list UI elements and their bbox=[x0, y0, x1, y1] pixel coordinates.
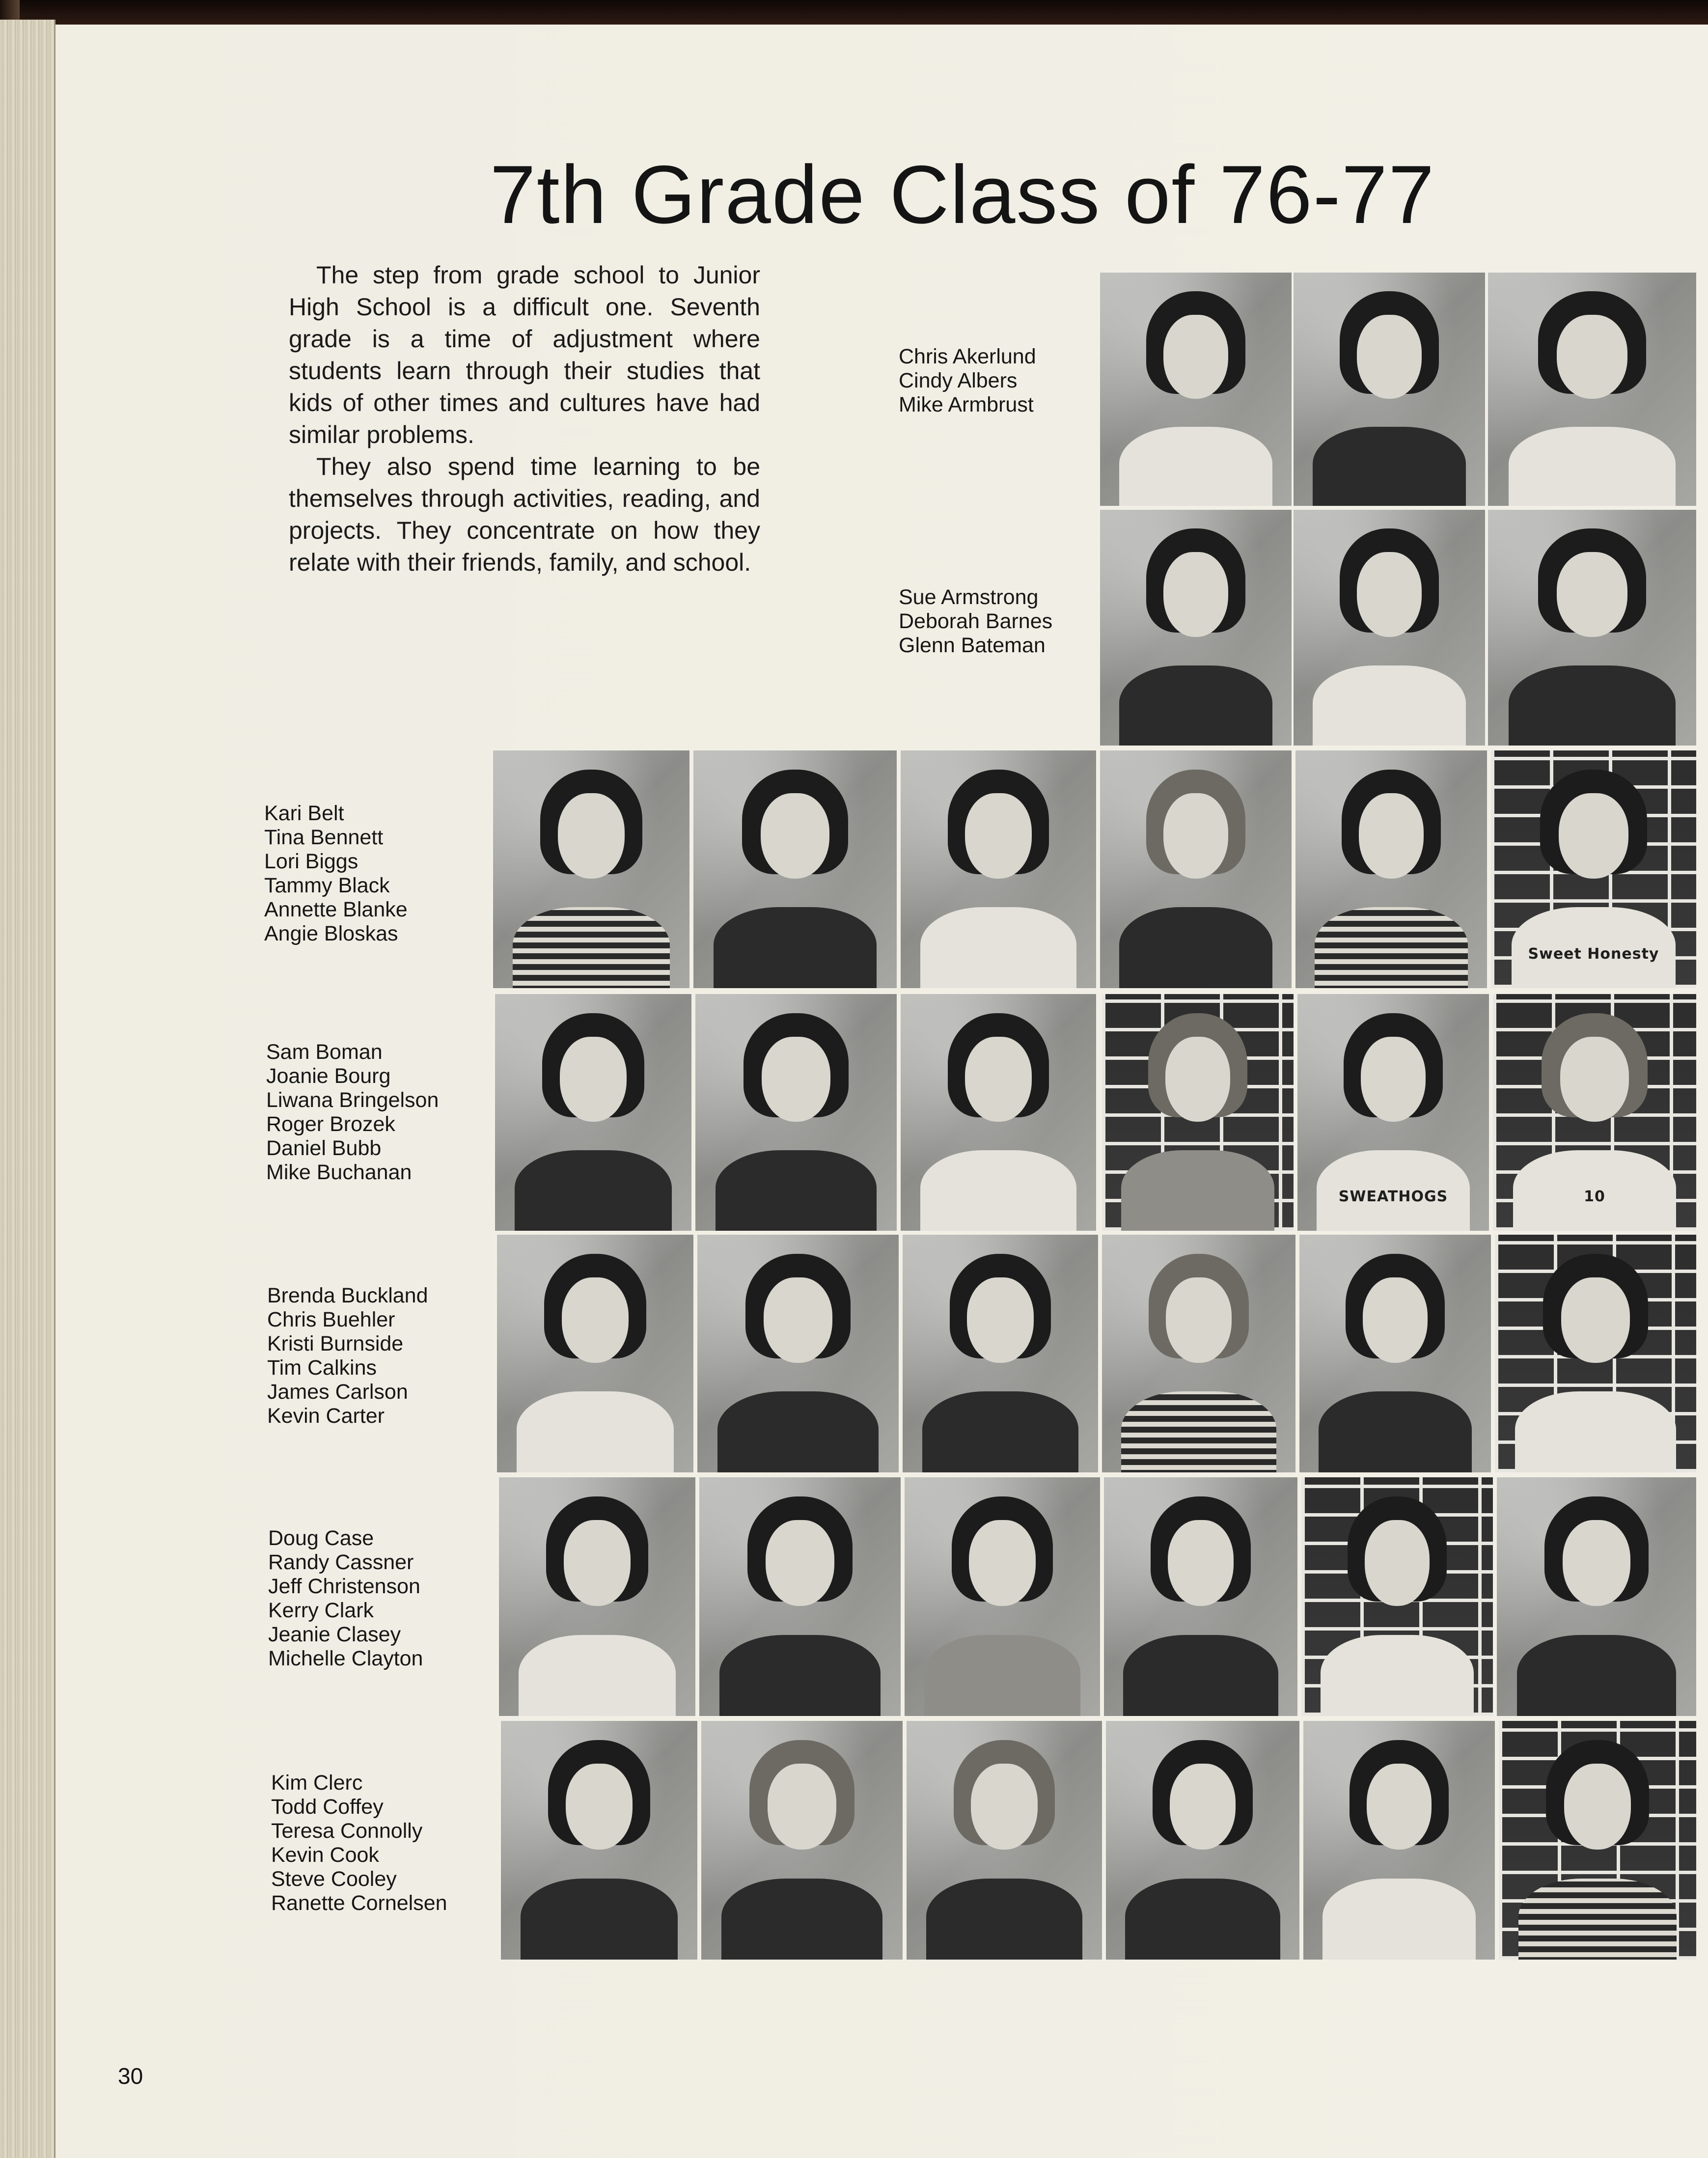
student-name: Kari Belt bbox=[264, 802, 344, 825]
name-list-group-4 bbox=[266, 1040, 439, 1185]
student-name: Kevin Carter bbox=[267, 1404, 385, 1428]
student-photo bbox=[903, 1235, 1098, 1472]
student-name: Deborah Barnes bbox=[899, 609, 1053, 633]
student-photo bbox=[1102, 1235, 1295, 1472]
student-photo bbox=[1497, 1477, 1696, 1716]
student-photo bbox=[693, 750, 897, 988]
student-name: Kim Clerc bbox=[271, 1771, 363, 1795]
name-list-group-5 bbox=[267, 1284, 428, 1428]
student-name: Steve Cooley bbox=[271, 1867, 397, 1891]
student-name: Daniel Bubb bbox=[266, 1136, 382, 1160]
name-list-group-3 bbox=[264, 802, 408, 946]
student-photo bbox=[1301, 1477, 1493, 1716]
student-name: Randy Cassner bbox=[268, 1550, 414, 1574]
name-list-group-7 bbox=[271, 1771, 447, 1915]
student-name: Doug Case bbox=[268, 1526, 374, 1550]
student-photo bbox=[1495, 1235, 1696, 1472]
student-photo bbox=[907, 1721, 1102, 1960]
student-name: Teresa Connolly bbox=[271, 1819, 423, 1843]
student-name: Kevin Cook bbox=[271, 1843, 379, 1867]
student-photo bbox=[1493, 994, 1696, 1231]
student-photo bbox=[901, 994, 1096, 1231]
student-photo bbox=[495, 994, 691, 1231]
student-name: Ranette Cornelsen bbox=[271, 1891, 447, 1915]
student-photo bbox=[701, 1721, 903, 1960]
student-name: Mike Armbrust bbox=[899, 393, 1034, 416]
student-photo bbox=[695, 994, 897, 1231]
student-photo bbox=[1106, 1721, 1299, 1960]
student-photo bbox=[1100, 273, 1292, 506]
student-name: Mike Buchanan bbox=[266, 1161, 412, 1184]
student-photo bbox=[1100, 510, 1292, 746]
student-name: Angie Bloskas bbox=[264, 922, 398, 945]
student-photo bbox=[499, 1477, 695, 1716]
intro-paragraph: They also spend time learning to be themselves through activities, reading, and projects. They concentrate on how they relate with their friends, family, and school. bbox=[289, 453, 760, 576]
student-name: Sue Armstrong bbox=[899, 585, 1039, 609]
shirt-text: SWEATHOGS bbox=[1338, 1188, 1448, 1206]
page-binding bbox=[0, 20, 55, 2158]
student-name: Cindy Albers bbox=[899, 369, 1018, 392]
page-title: 7th Grade Class of 76-77 bbox=[490, 148, 1435, 241]
student-name: Chris Buehler bbox=[267, 1308, 395, 1331]
student-photo bbox=[1294, 510, 1485, 746]
student-photo bbox=[493, 750, 689, 988]
student-photo bbox=[697, 1235, 899, 1472]
student-photo bbox=[1104, 1477, 1297, 1716]
shirt-text: Sweet Honesty bbox=[1528, 945, 1659, 963]
student-photo bbox=[905, 1477, 1100, 1716]
student-name: Liwana Bringelson bbox=[266, 1088, 439, 1112]
student-name: Brenda Buckland bbox=[267, 1284, 428, 1307]
student-photo bbox=[901, 750, 1096, 988]
student-name: Tammy Black bbox=[264, 874, 390, 897]
student-name: Joanie Bourg bbox=[266, 1064, 391, 1088]
student-photo bbox=[1488, 273, 1696, 506]
name-list-group-6 bbox=[268, 1526, 423, 1671]
student-photo bbox=[1488, 510, 1696, 746]
student-photo bbox=[1303, 1721, 1495, 1960]
student-photo bbox=[501, 1721, 697, 1960]
student-name: Glenn Bateman bbox=[899, 634, 1046, 657]
student-name: Chris Akerlund bbox=[899, 345, 1036, 368]
student-name: Jeanie Clasey bbox=[268, 1623, 401, 1646]
intro-paragraph: The step from grade school to Junior High School is a difficult one. Seventh grade is a time of adjustment where students learn through their studies that kids of other times and cultures have had similar problems. bbox=[289, 261, 760, 448]
student-name: Tim Calkins bbox=[267, 1356, 377, 1380]
student-name: Kristi Burnside bbox=[267, 1332, 404, 1356]
name-list-group-1 bbox=[899, 345, 1036, 417]
student-name: Jeff Christenson bbox=[268, 1575, 420, 1598]
student-name: Sam Boman bbox=[266, 1040, 383, 1064]
student-name: Lori Biggs bbox=[264, 850, 358, 873]
student-name: James Carlson bbox=[267, 1380, 408, 1404]
student-name: Todd Coffey bbox=[271, 1795, 384, 1819]
student-photo bbox=[1299, 1235, 1491, 1472]
student-photo bbox=[1491, 750, 1696, 988]
student-photo bbox=[1102, 994, 1294, 1231]
student-photo bbox=[1294, 273, 1485, 506]
student-photo bbox=[1295, 750, 1487, 988]
name-list-group-2 bbox=[899, 585, 1052, 658]
student-photo bbox=[699, 1477, 901, 1716]
student-name: Annette Blanke bbox=[264, 898, 408, 921]
student-photo bbox=[1297, 994, 1489, 1231]
student-name: Michelle Clayton bbox=[268, 1647, 423, 1670]
student-name: Roger Brozek bbox=[266, 1112, 395, 1136]
student-photo bbox=[497, 1235, 693, 1472]
shirt-text: 10 bbox=[1584, 1188, 1605, 1206]
student-photo bbox=[1100, 750, 1292, 988]
intro-text bbox=[289, 259, 760, 579]
page-number: 30 bbox=[118, 2063, 143, 2089]
student-photo bbox=[1499, 1721, 1696, 1960]
student-name: Kerry Clark bbox=[268, 1599, 374, 1622]
student-name: Tina Bennett bbox=[264, 826, 384, 849]
